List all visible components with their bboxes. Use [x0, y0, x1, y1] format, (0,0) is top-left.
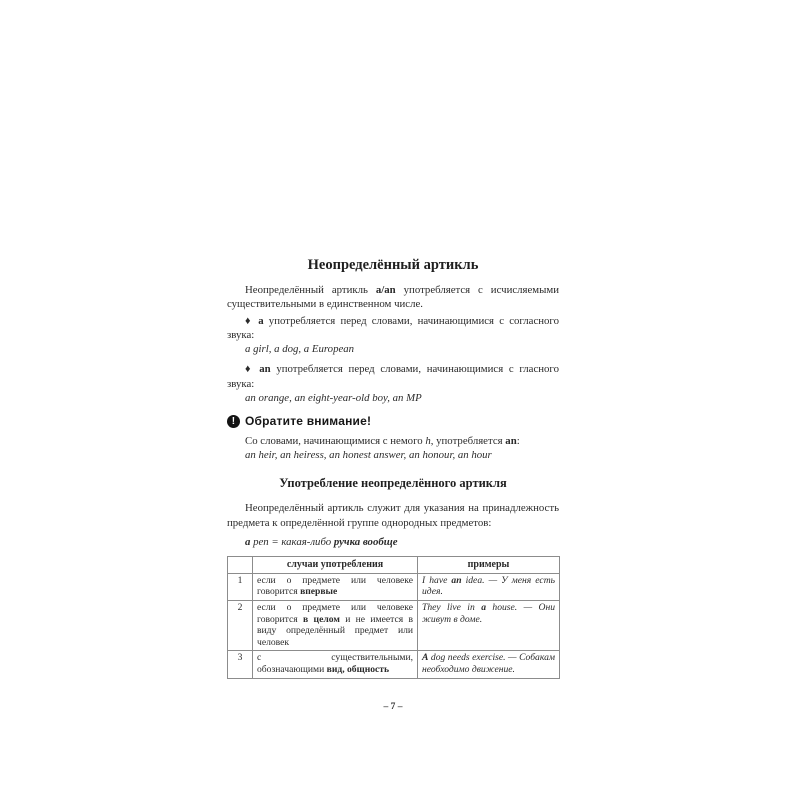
row-number: 1 [228, 573, 253, 600]
bullet-a-text: ♦ a употребляется перед словами, начинающимися с согласного звука: [227, 314, 559, 341]
attention-heading-label: Обратите внимание! [245, 414, 372, 429]
document-page [227, 256, 559, 714]
row-example: A dog needs exercise. — Собакам необходимо движение. [418, 651, 560, 678]
header-cases: случаи употребления [253, 557, 418, 574]
row-case: если о предмете или человеке говорится впервые [253, 573, 418, 600]
table-row [228, 600, 560, 650]
header-examples: примеры [418, 557, 560, 574]
usage-table [227, 556, 560, 678]
attention-body [245, 434, 559, 463]
row-example: They live in a house. — Они живут в доме. [418, 600, 560, 650]
header-num [228, 557, 253, 574]
attention-text: Со словами, начинающимися с немого h, употребляется an: [245, 434, 520, 447]
formula-line: a pen = какая-либо ручка вообще [245, 535, 398, 548]
table-row [228, 651, 560, 678]
attention-note [227, 414, 559, 462]
page-number: – 7 – [383, 701, 403, 712]
attention-heading [227, 414, 559, 428]
row-case: если о предмете или человеке говорится в целом и не имеется в виду определённый предмет или человек [253, 600, 418, 650]
row-number: 3 [228, 651, 253, 678]
attention-example: an heir, an heiress, an honest answer, an honour, an hour [245, 448, 492, 461]
exclamation-icon: ! [227, 415, 240, 428]
bullet-a-example: a girl, a dog, a European [245, 343, 355, 356]
intro-paragraph: Неопределённый артикль a/an употребляется с исчисляемыми существительными в единственном числе. [227, 284, 559, 311]
page-title: Неопределённый артикль [307, 257, 479, 273]
section-title: Употребление неопределённого артикля [279, 476, 507, 491]
row-example: I have an idea. — У меня есть идея. [418, 573, 560, 600]
row-number: 2 [228, 600, 253, 650]
bullet-an-example: an orange, an eight-year-old boy, an MP [245, 392, 422, 405]
row-case: с существительными, обозначающими вид, общность [253, 651, 418, 678]
table-header-row [228, 557, 560, 574]
section-paragraph: Неопределённый артикль служит для указания на принадлежность предмета к определённой группе однородных предметов: [227, 502, 559, 529]
bullet-an-text: ♦ an употребляется перед словами, начинающимися с гласного звука: [227, 363, 559, 390]
table-row [228, 573, 560, 600]
